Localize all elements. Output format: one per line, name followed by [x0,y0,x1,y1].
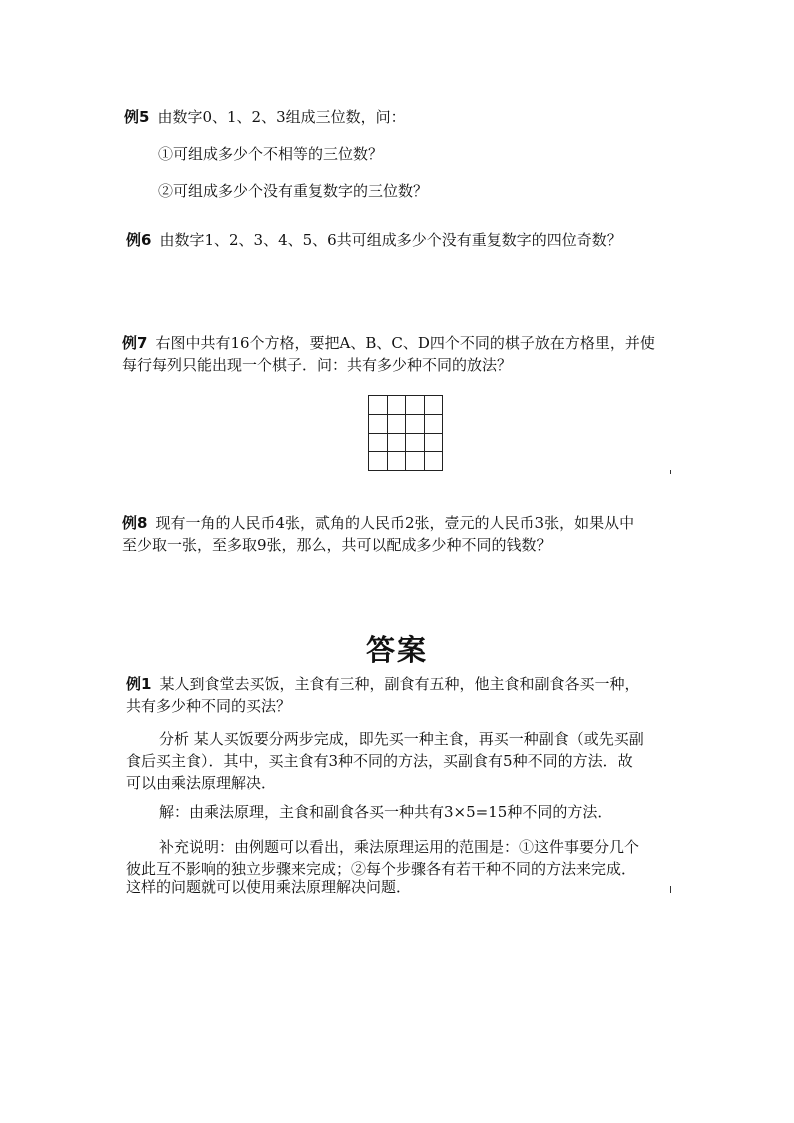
grid-cell [406,396,425,415]
grid-cell [406,434,425,453]
analysis-line-3: 可以由乘法原理解决． [126,774,277,792]
grid-cell [425,396,444,415]
page-mark [670,886,671,893]
grid-cell [425,415,444,434]
four-by-four-grid [368,395,443,471]
grid-cell [369,415,388,434]
example-6-text: 由数字1、2、3、4、5、6共可组成多少个没有重复数字的四位奇数？ [159,231,622,249]
example-8-line-2: 至少取一张，至多取9张，那么，共可以配成多少种不同的钱数？ [122,536,552,554]
grid-cell [388,434,407,453]
example-5-question-2: ②可组成多少个没有重复数字的三位数？ [158,182,429,200]
example-6-label: 例6 [126,231,152,249]
grid-cell [369,396,388,415]
example-7-label: 例7 [122,334,148,352]
grid-cell [406,452,425,471]
analysis-line-2: 食后买主食）．其中，买主食有3种不同的方法，买副食有5种不同的方法．故 [126,752,633,770]
grid-cell [388,415,407,434]
note-line-2: 彼此互不影响的独立步骤来完成；②每个步骤各有若干种不同的方法来完成． [126,860,637,878]
note-line-1: 补充说明：由例题可以看出，乘法原理运用的范围是：①这件事要分几个 [159,838,640,856]
example-5-question-1: ①可组成多少个不相等的三位数？ [158,145,384,163]
grid-cell [388,452,407,471]
grid-cell [388,396,407,415]
grid-cell [425,452,444,471]
grid-cell [369,452,388,471]
example-8-label: 例8 [122,514,148,532]
example-8-text-1: 现有一角的人民币4张，贰角的人民币2张，壹元的人民币3张，如果从中 [155,514,635,532]
grid-cell [369,434,388,453]
answer-title: 答案 [366,633,429,667]
solution-line: 解：由乘法原理，主食和副食各买一种共有3×5=15种不同的方法． [159,803,613,821]
answer-1-text-1: 某人到食堂去买饭，主食有三种，副食有五种，他主食和副食各买一种， [159,675,640,693]
example-5-heading [124,106,406,128]
grid-cell [425,434,444,453]
example-5-label: 例5 [124,108,150,126]
analysis-line-1: 分析 某人买饭要分两步完成，即先买一种主食，再买一种副食（或先买副 [159,730,644,748]
example-7-line-1 [122,332,655,354]
answer-1-label: 例1 [126,675,152,693]
example-6 [126,229,622,251]
answer-1-line-2: 共有多少种不同的买法？ [126,697,292,715]
answer-1-line-1 [126,673,639,695]
grid-cell [406,415,425,434]
example-5-text: 由数字0、1、2、3组成三位数，问： [157,108,406,126]
note-line-3: 这样的问题就可以使用乘法原理解决问题． [126,878,412,896]
example-7-text-1: 右图中共有16个方格，要把A、B、C、D四个不同的棋子放在方格里，并使 [155,334,655,352]
example-7-line-2: 每行每列只能出现一个棋子．问：共有多少种不同的放法？ [122,356,513,374]
page-mark [670,470,671,474]
example-8-line-1 [122,512,634,534]
